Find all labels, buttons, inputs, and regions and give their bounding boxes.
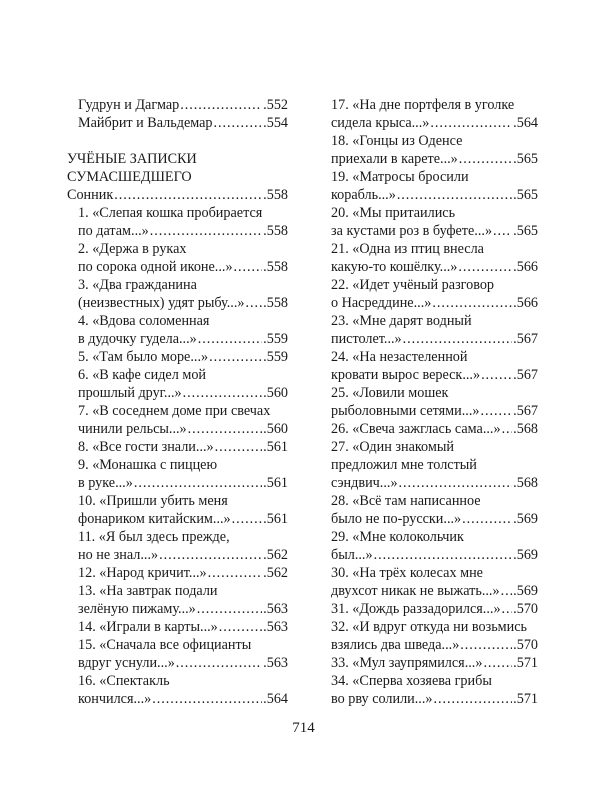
section-title: УЧЁНЫЕ ЗАПИСКИ: [67, 151, 197, 167]
toc-items: [67, 204, 288, 708]
toc-entry[interactable]: 32. «И вдруг откуда ни возьмись взялись два шведа...» . . . .570: [331, 618, 538, 654]
leader-dots: [198, 330, 262, 348]
toc-entry[interactable]: 29. «Мне колокольчик был...» . . . .569: [331, 528, 538, 564]
toc-entry[interactable]: 28. «Всё там написанное было не по-русски...» . . . .569: [331, 492, 538, 528]
toc-entry[interactable]: 12. «Народ кричит...» . . . .562: [78, 564, 288, 582]
leader-dots: [502, 600, 513, 618]
leader-dots: [114, 186, 262, 204]
toc-entry[interactable]: 2. «Держа в руках по сорока одной иконе...» . . . .558: [78, 240, 288, 276]
leader-dots: [374, 546, 513, 564]
toc-pre-items: [67, 96, 288, 132]
toc-entry[interactable]: 18. «Гонцы из Оденсе приехали в карете...» . . . .565: [331, 132, 538, 168]
toc-entry[interactable]: 23. «Мне дарят водный пистолет...» . . . .567: [331, 312, 538, 348]
toc-entry[interactable]: 10. «Пришли убить меня фонариком китайским...» . . . .561: [78, 492, 288, 528]
section-title: СУМАСШЕДШЕГО: [67, 169, 192, 185]
leader-dots: [134, 474, 262, 492]
leader-dots: [159, 546, 262, 564]
toc-entry[interactable]: 5. «Там было море...» . . . .559: [78, 348, 288, 366]
leader-dots: [433, 690, 512, 708]
toc-entry[interactable]: 21. «Одна из птиц внесла какую-то кошёлку...» . . . .566: [331, 240, 538, 276]
toc-items: [331, 96, 538, 708]
toc-entry[interactable]: 17. «На дне портфеля в уголке сидела крыса...» . . . .564: [331, 96, 538, 132]
toc-entry[interactable]: 33. «Мул заупрямился...» . . . .571: [331, 654, 538, 672]
leader-dots: [150, 222, 262, 240]
leader-dots: [481, 366, 512, 384]
leader-dots: [458, 258, 512, 276]
leader-dots: [403, 330, 513, 348]
toc-entry[interactable]: 25. «Ловили мошек рыболовными сетями...» . . . .567: [331, 384, 538, 420]
leader-dots: [480, 402, 512, 420]
toc-entry[interactable]: 11. «Я был здесь прежде, но не знал...» . . . .562: [78, 528, 288, 564]
toc-entry[interactable]: 15. «Сначала все официанты вдруг уснули...» . . . .563: [78, 636, 288, 672]
leader-dots: [430, 114, 512, 132]
toc-entry[interactable]: 9. «Монашка с пиццею в руке...» . . . .561: [78, 456, 288, 492]
toc-entry[interactable]: 20. «Мы притаились за кустами роз в буфете...» . . . .565: [331, 204, 538, 240]
toc-entry[interactable]: 27. «Один знакомый предложил мне толстый сэндвич...» . . . .568: [331, 438, 538, 492]
toc-entry[interactable]: 4. «Вдова соломенная в дудочку гудела...» . . . .559: [78, 312, 288, 348]
leader-dots: [459, 150, 512, 168]
leader-dots: [245, 294, 262, 312]
leader-dots: [460, 636, 512, 654]
toc-entry[interactable]: 1. «Слепая кошка пробирается по датам...» . . . .558: [78, 204, 288, 240]
toc-entry[interactable]: 8. «Все гости знали...» . . . .561: [78, 438, 288, 456]
toc-subsection[interactable]: Сонник . . . .558: [67, 186, 288, 204]
leader-dots: [215, 438, 263, 456]
toc-entry[interactable]: 16. «Спектакль кончился...» . . . .564: [78, 672, 288, 708]
leader-dots: [197, 600, 262, 618]
leader-dots: [234, 258, 263, 276]
toc-entry[interactable]: 3. «Два гражданина (неизвестных) удят рыбу...» . . . .558: [78, 276, 288, 312]
leader-dots: [208, 564, 263, 582]
toc-entry[interactable]: 34. «Сперва хозяева грибы во рву солили...» . . . .571: [331, 672, 538, 708]
toc-entry[interactable]: Гудрун и Дагмар . . . .552: [78, 96, 288, 114]
leader-dots: [502, 420, 513, 438]
toc-entry[interactable]: 22. «Идет учёный разговор о Насреддине...» . . . .566: [331, 276, 538, 312]
toc-entry[interactable]: 24. «На незастеленной кровати вырос вереск...» . . . .567: [331, 348, 538, 384]
leader-dots: [183, 384, 263, 402]
leader-dots: [432, 294, 512, 312]
leader-dots: [501, 582, 513, 600]
leader-dots: [214, 114, 263, 132]
toc-entry[interactable]: 6. «В кафе сидел мой прошлый друг...» . . . .560: [78, 366, 288, 402]
toc-entry[interactable]: 7. «В соседнем доме при свечах чинили рельсы...» . . . .560: [78, 402, 288, 438]
leader-dots: [493, 222, 512, 240]
toc-entry[interactable]: Майбрит и Вальдемар . . . .554: [78, 114, 288, 132]
leader-dots: [219, 618, 262, 636]
leader-dots: [152, 690, 262, 708]
toc-entry[interactable]: 14. «Играли в карты...» . . . .563: [78, 618, 288, 636]
leader-dots: [188, 420, 263, 438]
toc-entry[interactable]: 31. «Дождь раззадорился...» . . . .570: [331, 600, 538, 618]
leader-dots: [180, 96, 262, 114]
toc-entry[interactable]: 26. «Свеча зажглась сама...» . . . .568: [331, 420, 538, 438]
leader-dots: [399, 474, 513, 492]
leader-dots: [462, 510, 512, 528]
toc-entry[interactable]: 30. «На трёх колесах мне двухсот никак не выжать...» . . . .569: [331, 564, 538, 600]
page-number: 714: [292, 720, 315, 736]
toc-left-column: [67, 96, 288, 708]
toc-entry[interactable]: 13. «На завтрак подали зелёную пижаму...» . . . .563: [78, 582, 288, 618]
leader-dots: [232, 510, 263, 528]
leader-dots: [209, 348, 262, 366]
leader-dots: [176, 654, 262, 672]
toc-right-column: [331, 96, 538, 708]
toc-entry[interactable]: 19. «Матросы бросили корабль...» . . . .565: [331, 168, 538, 204]
leader-dots: [397, 186, 512, 204]
leader-dots: [483, 654, 512, 672]
